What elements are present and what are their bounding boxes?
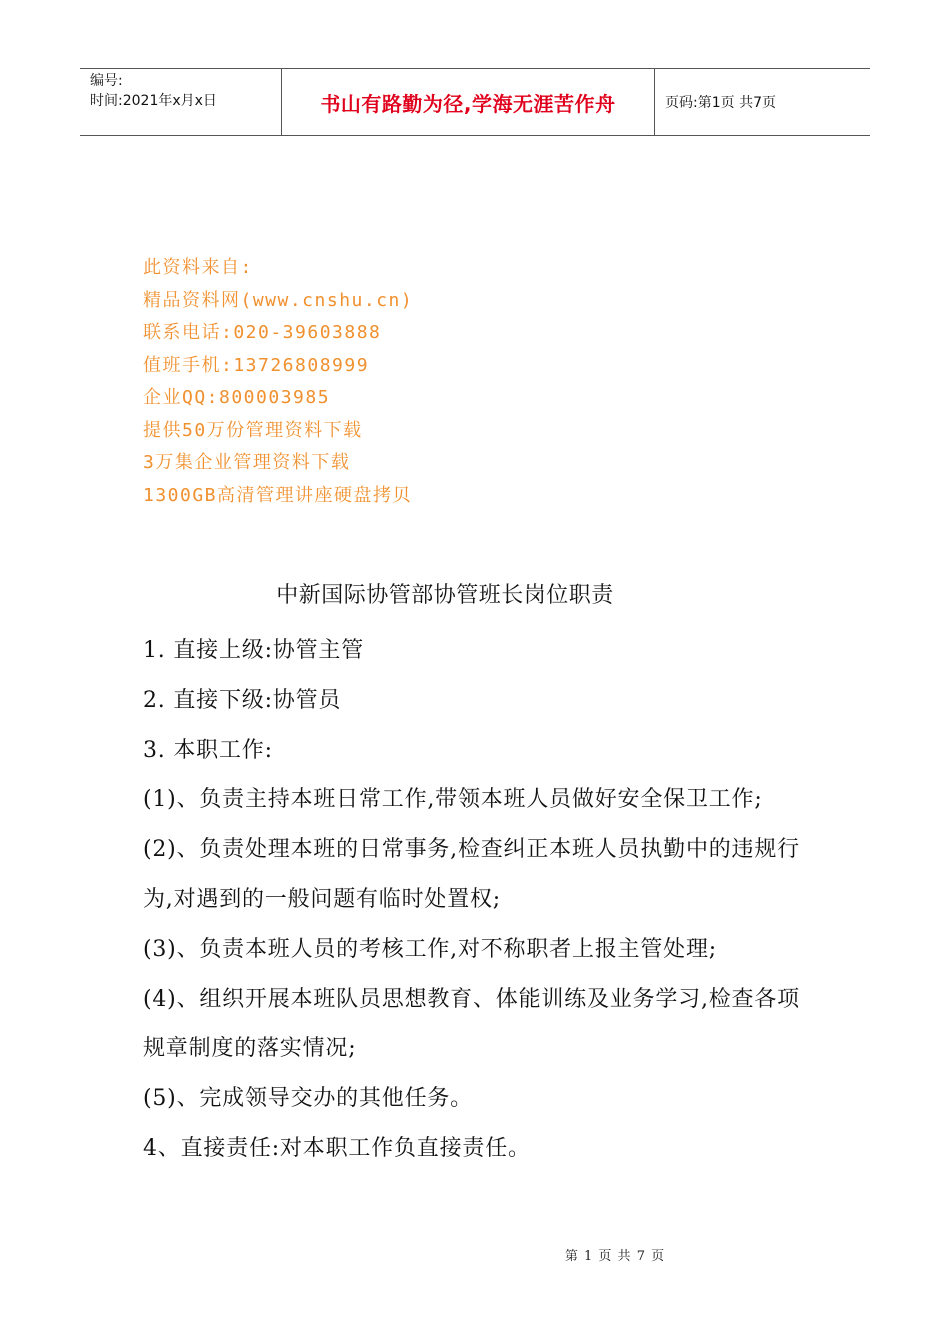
source-line: 此资料来自: xyxy=(143,257,253,278)
document-time-label: 时间:2021年x月x日 xyxy=(90,93,217,109)
source-line: 精品资料网(www.cnshu.cn) xyxy=(143,289,414,311)
header-motto: 书山有路勤为径,学海无涯苦作舟 xyxy=(320,91,616,116)
page-header xyxy=(80,68,870,136)
paragraph-direct-responsibility: 4、直接责任:对本职工作负直接责任。 xyxy=(143,1135,531,1161)
page-footer: 第 1 页 共 7 页 xyxy=(564,1249,666,1264)
source-line: 提供50万份管理资料下载 xyxy=(143,419,363,441)
paragraph-direct-subordinate: 2. 直接下级:协管员 xyxy=(143,687,342,713)
paragraph-duty-item: (1)、负责主持本班日常工作,带领本班人员做好安全保卫工作; xyxy=(143,787,763,813)
source-line: 值班手机:13726808999 xyxy=(143,354,370,376)
header-motto-cell xyxy=(282,69,655,135)
source-info-block xyxy=(143,252,413,512)
paragraph-duty-item: (4)、组织开展本班队员思想教育、体能训练及业务学习,检查各项规章制度的落实情况; xyxy=(143,986,800,1062)
source-line: 联系电话:020-39603888 xyxy=(143,322,382,343)
header-page-info: 页码:第1页 共7页 xyxy=(665,95,776,111)
paragraph-duties-heading: 3. 本职工作: xyxy=(143,737,273,763)
source-line: 3万集企业管理资料下载 xyxy=(143,452,351,473)
paragraph-duty-item: (3)、负责本班人员的考核工作,对不称职者上报主管处理; xyxy=(143,936,717,962)
paragraph-duty-item: (5)、完成领导交办的其他任务。 xyxy=(143,1086,473,1112)
paragraph-direct-superior: 1. 直接上级:协管主管 xyxy=(143,638,364,663)
header-page-cell xyxy=(655,69,870,135)
header-meta-cell xyxy=(80,69,282,135)
source-line: 1300GB高清管理讲座硬盘拷贝 xyxy=(143,484,413,506)
document-number-label: 编号: xyxy=(90,73,123,89)
document-body xyxy=(143,626,815,1174)
paragraph-duty-item: (2)、负责处理本班的日常事务,检查纠正本班人员执勤中的违规行为,对遇到的一般问题有临时处置权; xyxy=(143,837,800,912)
document-title: 中新国际协管部协管班长岗位职责 xyxy=(276,583,614,608)
source-line: 企业QQ:800003985 xyxy=(143,387,331,408)
